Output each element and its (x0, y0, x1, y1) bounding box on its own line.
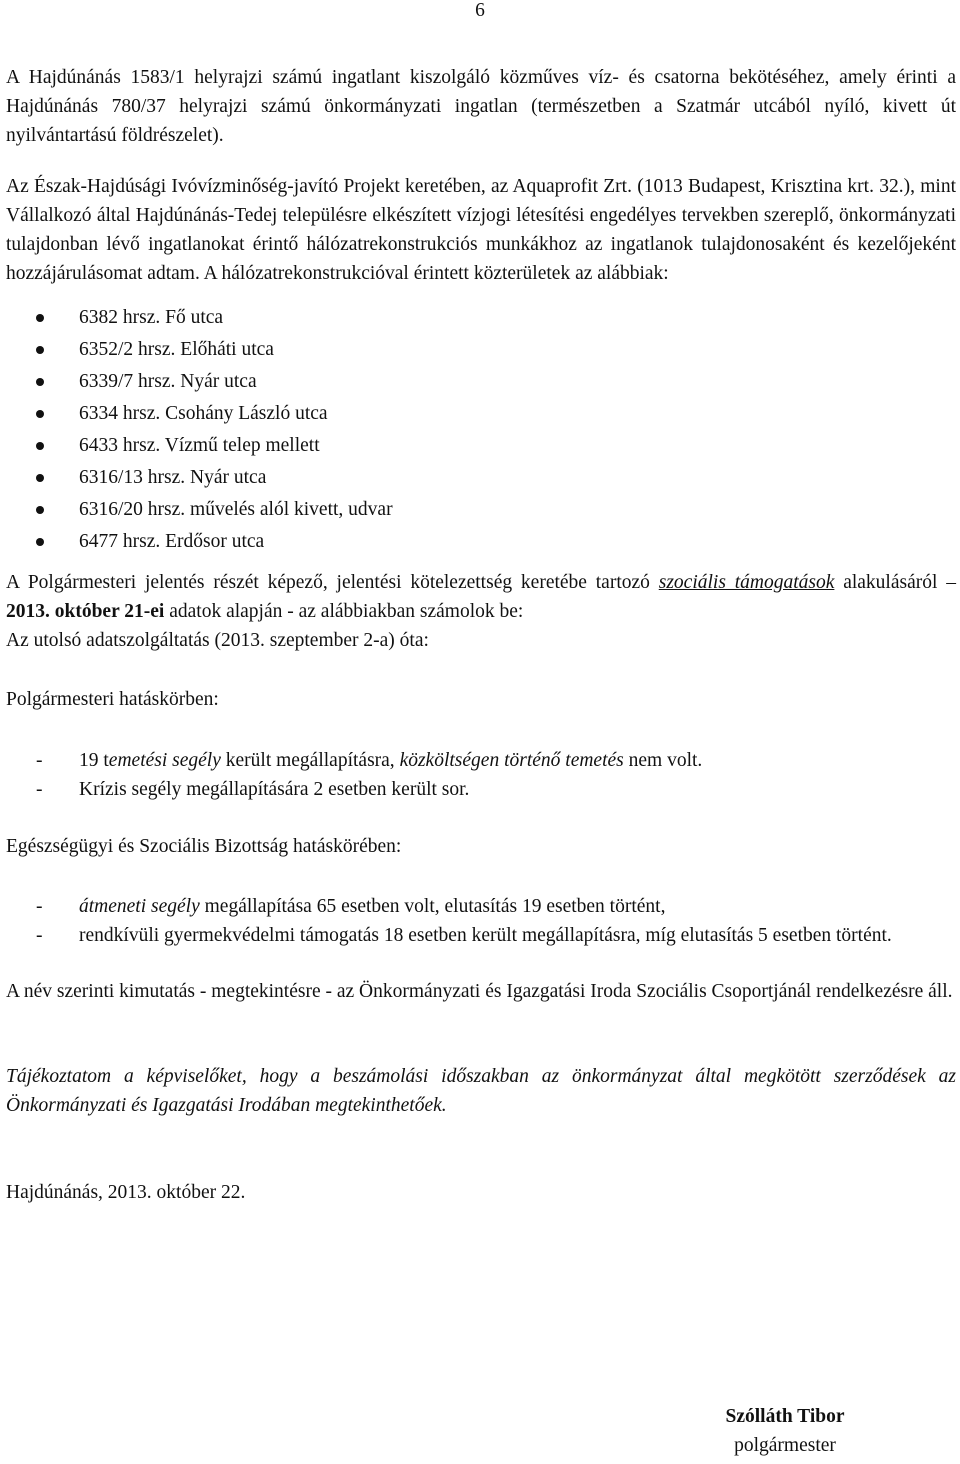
bullet-icon (36, 442, 44, 450)
list-item (6, 462, 956, 494)
place-and-date: Hajdúnánás, 2013. október 22. (6, 1182, 246, 1203)
street-label: 6334 hrsz. Csohány László utca (79, 403, 328, 424)
street-label: 6352/2 hrsz. Előháti utca (79, 339, 274, 360)
street-label: 6433 hrsz. Vízmű telep mellett (79, 435, 320, 456)
heading-mayor-authority: Polgármesteri hatáskörben: (6, 689, 219, 710)
list-item (6, 494, 956, 526)
heading-committee-authority: Egészségügyi és Szociális Bizottság hatáskörében: (6, 836, 402, 857)
bullet-icon (36, 506, 44, 514)
committee-items-list (6, 892, 956, 950)
bullet-icon (36, 410, 44, 418)
bullet-icon (36, 346, 44, 354)
page-number: 6 (475, 0, 485, 21)
document-body (6, 63, 956, 1207)
list-item (6, 526, 956, 558)
signature-block (700, 1402, 870, 1460)
paragraph-last-report: Az utolsó adatszolgáltatás (2013. szeptember 2-a) óta: (6, 630, 429, 651)
signatory-title: polgármester (734, 1435, 836, 1456)
street-label: 6316/13 hrsz. Nyár utca (79, 467, 267, 488)
list-item (6, 366, 956, 398)
list-item (6, 398, 956, 430)
list-item: - rendkívüli gyermekvédelmi támogatás 18 esetben került megállapításra, míg elutasítás 5 esetben történt. (36, 925, 892, 946)
paragraph-water-project: Az Észak-Hajdúsági Ivóvízminőség-javító Projekt keretében, az Aquaprofit Zrt. (1013 Budapest, Krisztina krt. 32.), mint Vállalkozó által Hajdúnánás-Tedej településre elkészített vízjogi létesítési engedélyes tervekben szereplő, önkormányzati tulajdonban lévő ingatlanokat érintő hálózatrekonstrukciós munkákhoz az ingatlanok tulajdonosaként és kezelőjeként hozzájárulásomat adtam. A hálózatrekonstrukcióval érintett közterületek az alábbiak: (6, 176, 956, 284)
list-item: - Krízis segély megállapítására 2 esetben került sor. (36, 779, 470, 800)
street-list (6, 302, 956, 558)
paragraph-named-statement: A név szerinti kimutatás - megtekintésre - az Önkormányzati és Igazgatási Iroda Szociális Csoportjánál rendelkezésre áll. (6, 981, 953, 1002)
street-label: 6339/7 hrsz. Nyár utca (79, 371, 257, 392)
paragraph-social-support-intro: A Polgármesteri jelentés részét képező, jelentési kötelezettség keretébe tartozó szociális támogatások alakulásáról – 2013. október 21-ei adatok alapján - az alábbiakban számolok be: (6, 572, 956, 622)
list-item: - 19 temetési segély került megállapításra, közköltségen történő temetés nem volt. (36, 750, 703, 771)
paragraph-connection-permit: A Hajdúnánás 1583/1 helyrajzi számú ingatlant kiszolgáló közműves víz- és csatorna bekötéséhez, amely érinti a Hajdúnánás 780/37 helyrajzi számú önkormányzati ingatlan (természetben a Szatmár utcából nyíló, kivett út nyilvántartású földrészelet). (6, 67, 956, 146)
social-support-term: szociális támogatások (658, 572, 835, 593)
bullet-icon (36, 474, 44, 482)
list-item (6, 302, 956, 334)
report-date: 2013. október 21-ei (6, 601, 165, 622)
mayor-items-list (6, 746, 956, 804)
bullet-icon (36, 314, 44, 322)
list-item: - átmeneti segély megállapítása 65 esetben volt, elutasítás 19 esetben történt, (36, 896, 666, 917)
paragraph-contracts-notice: Tájékoztatom a képviselőket, hogy a beszámolási időszakban az önkormányzat által megkötött szerződések az Önkormányzati és Igazgatási Irodában megtekinthetőek. (6, 1066, 956, 1116)
list-item (6, 334, 956, 366)
bullet-icon (36, 378, 44, 386)
bullet-icon (36, 538, 44, 546)
street-label: 6477 hrsz. Erdősor utca (79, 531, 265, 552)
list-item (6, 430, 956, 462)
street-label: 6382 hrsz. Fő utca (79, 307, 224, 328)
signatory-name: Szólláth Tibor (725, 1406, 845, 1427)
street-label: 6316/20 hrsz. művelés alól kivett, udvar (79, 499, 393, 520)
